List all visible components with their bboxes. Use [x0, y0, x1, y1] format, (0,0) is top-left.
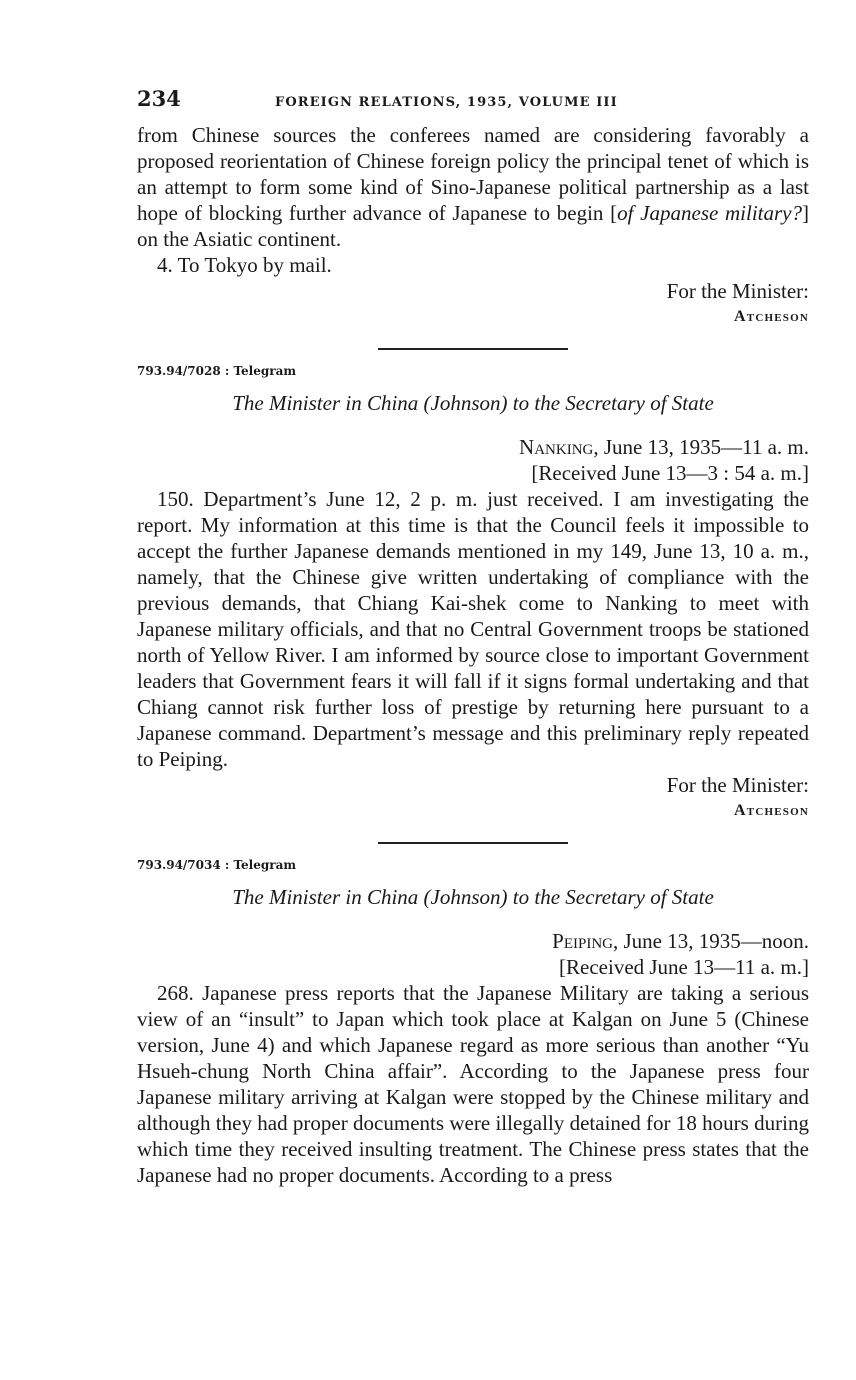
editorial-insert: of Japanese military? — [617, 201, 803, 225]
signature-name: Atcheson — [734, 308, 809, 325]
document-id: 793.94/7028 : Telegram — [137, 364, 297, 378]
dateline-date: , June 13, 1935—noon. — [613, 929, 809, 953]
telegram-body: 268. Japanese press reports that the Japanese Military are taking a serious view of an “insult” to Japan which took place at Kalgan on June 5 (Chinese version, June 4) and which Japanese regard as more serious than another “Yu Hsueh-chung North China affair”. According to the Japanese press four Japanese military arriving at Kalgan were stopped by the Chinese military and although they had proper documents were illegally detained for 18 hours during which time they received insulting treatment. The Chinese press states that the Japanese had no proper documents. According to a press — [137, 981, 809, 1187]
dateline — [137, 928, 809, 954]
received-line: [Received June 13—3 : 54 a. m.] — [531, 461, 809, 485]
dateline-place: Nanking — [519, 435, 594, 459]
dateline-place: Peiping — [552, 929, 613, 953]
document-title: The Minister in China (Johnson) to the Secretary of State — [232, 391, 714, 415]
document-id: 793.94/7034 : Telegram — [137, 858, 297, 872]
page-header — [137, 86, 809, 120]
section-divider — [378, 842, 568, 844]
page-number: 234 — [137, 86, 181, 111]
signature-line: For the Minister: — [666, 773, 809, 797]
dateline-date: , June 13, 1935—11 a. m. — [593, 435, 809, 459]
document-page — [137, 86, 809, 1188]
dateline — [137, 434, 809, 460]
continuation-text-after: ] on the Asiatic continent. — [137, 201, 810, 251]
item-4: 4. To Tokyo by mail. — [157, 253, 332, 277]
signature-line: For the Minister: — [666, 279, 809, 303]
document-title: The Minister in China (Johnson) to the Secretary of State — [232, 885, 714, 909]
running-head: FOREIGN RELATIONS, 1935, VOLUME III — [275, 95, 618, 110]
section-divider — [378, 348, 568, 350]
signature-name: Atcheson — [734, 802, 809, 819]
telegram-body: 150. Department’s June 12, 2 p. m. just received. I am investigating the report. My information at this time is that the Council feels it impossible to accept the further Japanese demands mentioned in my 149, June 13, 10 a. m., namely, that the Chinese give written undertaking of compliance with the previous demands, that Chiang Kai-shek come to Nanking to meet with Japanese military officials, and that no Central Government troops be stationed north of Yellow River. I am informed by source close to important Government leaders that Government fears it will fall if it signs formal undertaking and that Chiang cannot risk further loss of prestige by returning here pursuant to a Japanese command. Department’s message and this preliminary reply repeated to Peiping. — [137, 487, 809, 771]
continuation-paragraph — [137, 122, 809, 252]
received-line: [Received June 13—11 a. m.] — [559, 955, 809, 979]
continuation-text-before: from Chinese sources the conferees named are considering favorably a proposed reorientation of Chinese foreign policy the principal tenet of which is an attempt to form some kind of Sino-Japanese political partnership as a last hope of blocking further advance of Japanese to begin [ — [137, 123, 809, 225]
